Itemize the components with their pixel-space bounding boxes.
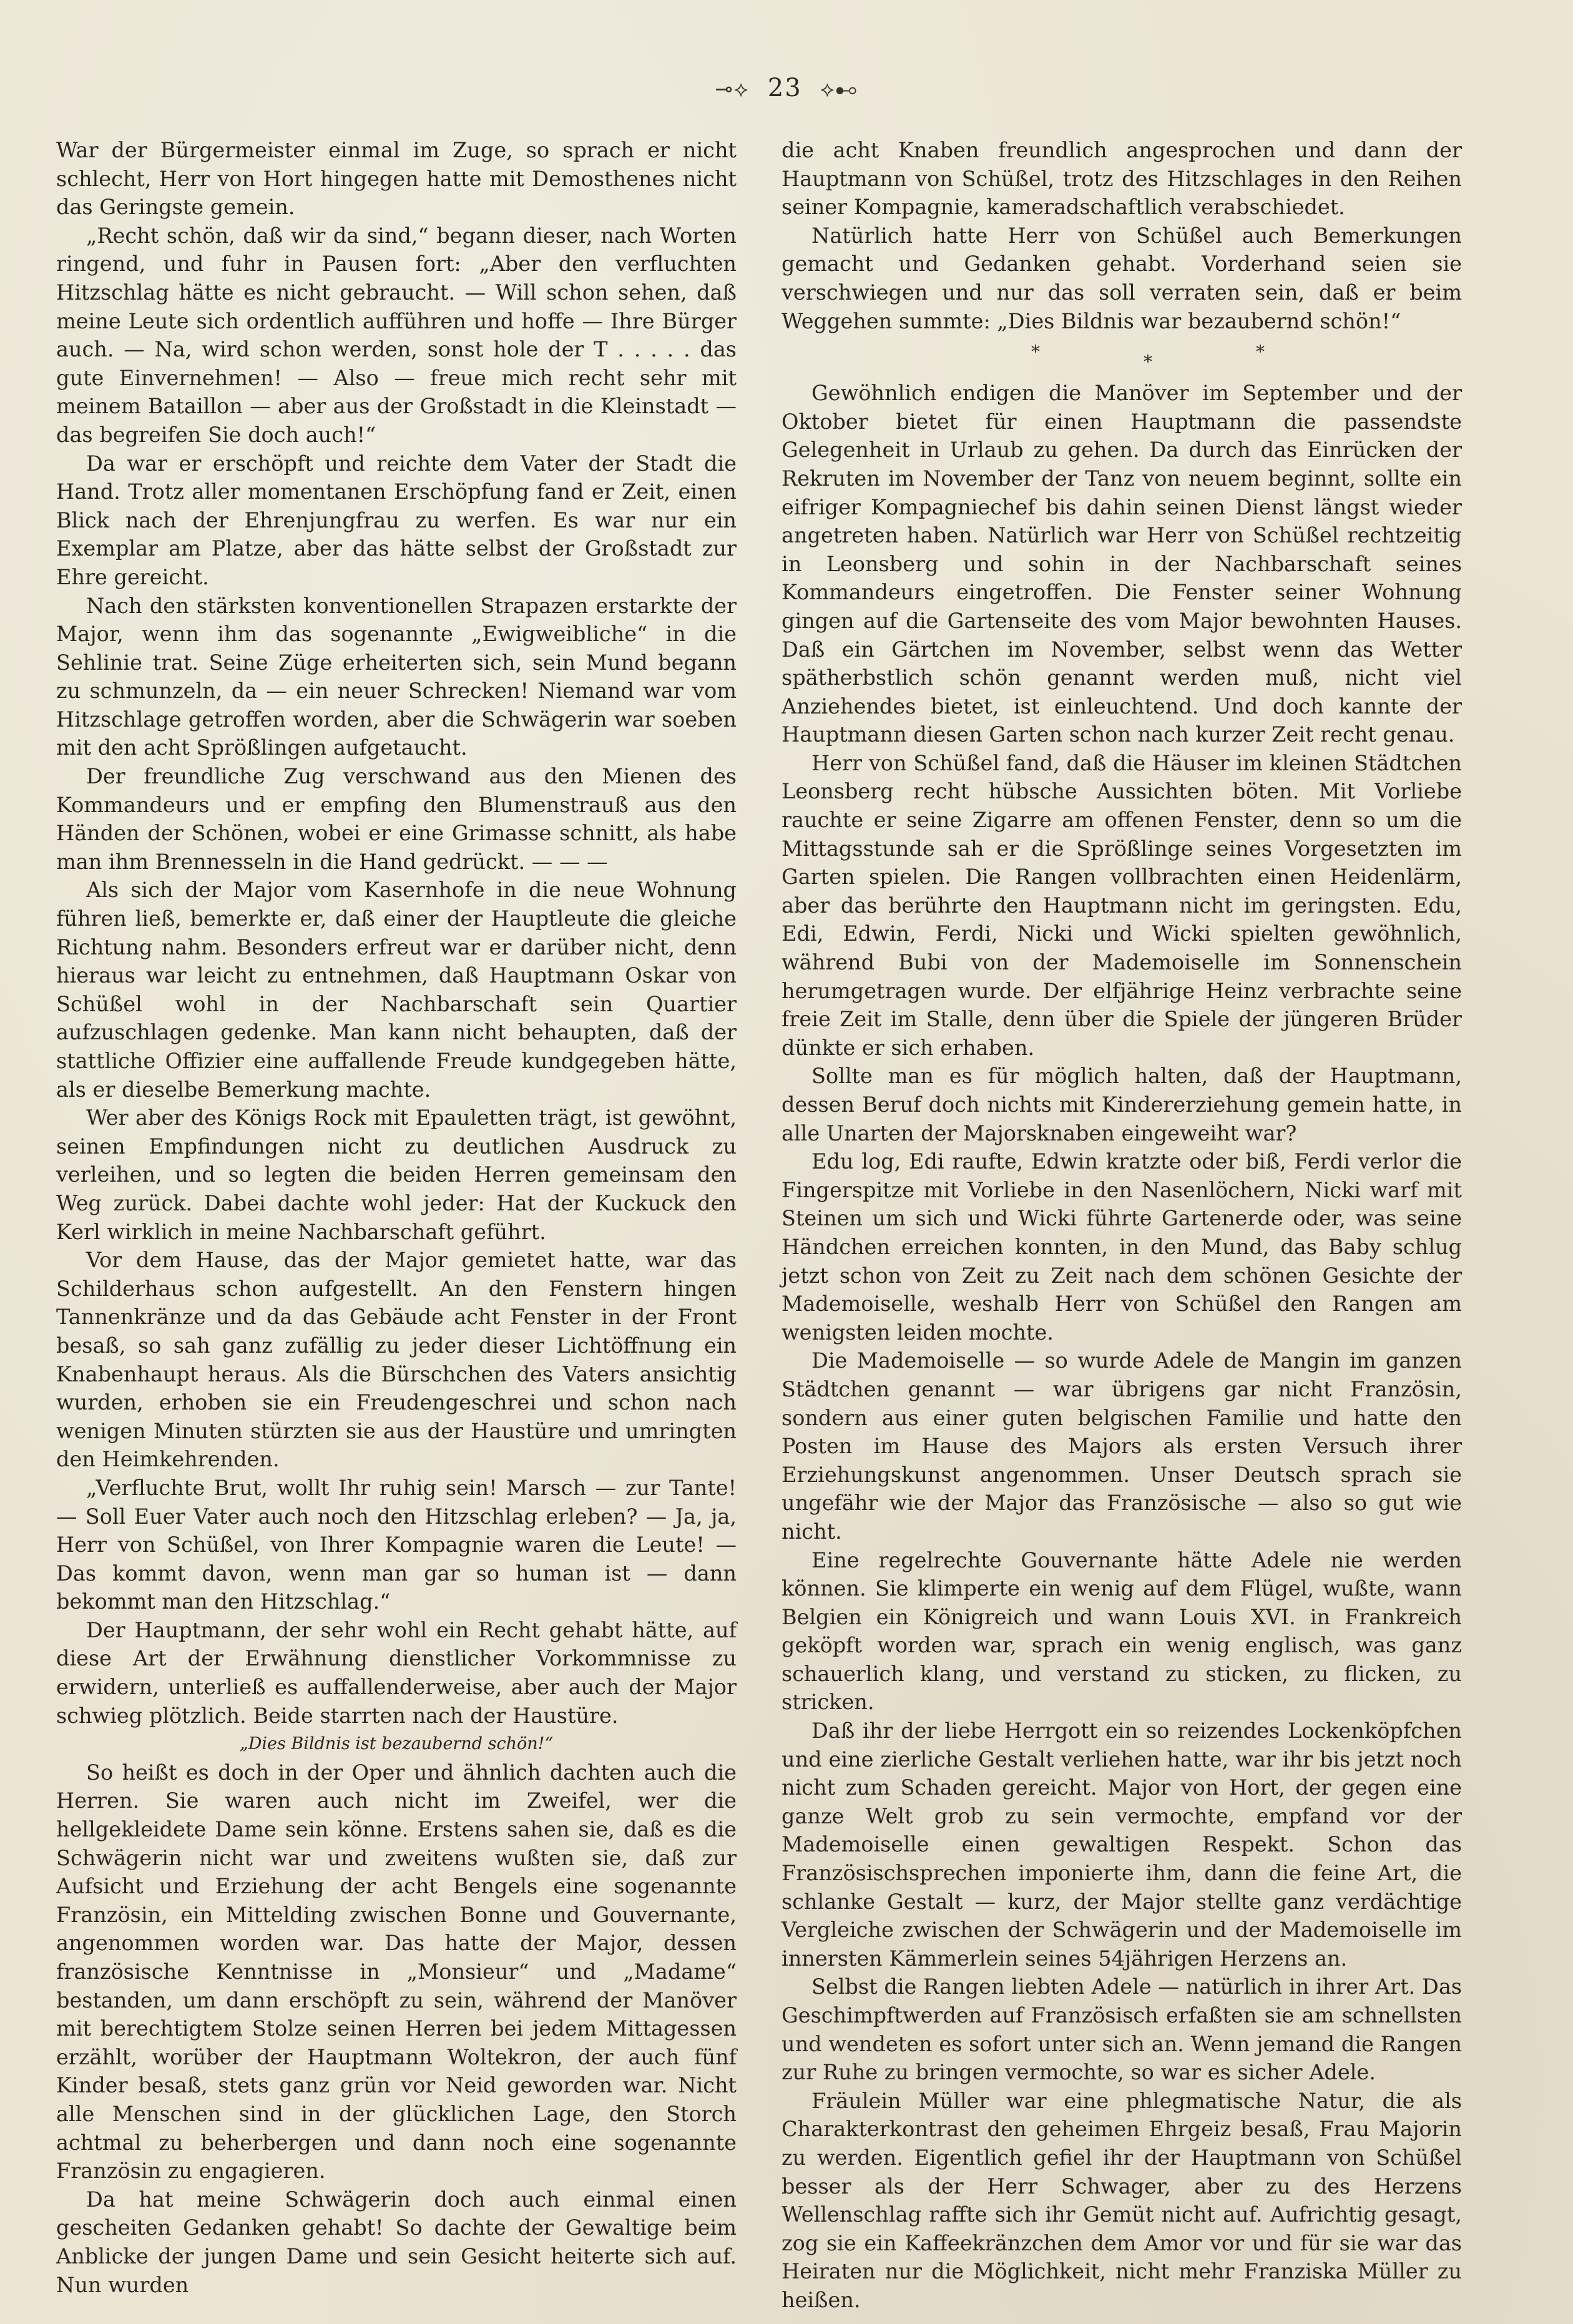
paragraph: Herr von Schüßel fand, daß die Häuser im kleinen Städtchen Leonsberg recht hübsche Aussichten böten. Mit Vorliebe rauchte er seine Zigarre am offenen Fenster, denn so um die Mittagsstunde sah er die Sprößlinge seines Vorgesetzten im Garten spielen. Die Rangen vollbrachten einen Heidenlärm, aber das berührte den Hauptmann nicht im geringsten. Edu, Edi, Edwin, Ferdi, Nicki und Wicki spielten gewöhnlich, während Bubi von der Mademoiselle im Sonnenschein herumgetragen wurde. Der elfjährige Heinz verbrachte seine freie Zeit im Stalle, denn über die Spiele der jüngeren Brüder dünkte er sich erhaben. [782,750,1462,1060]
paragraph: Selbst die Rangen liebten Adele — natürlich in ihrer Art. Das Geschimpftwerden auf Französisch erfaßten sie am schnellsten und wendeten es sofort unter sich an. Wenn jemand die Rangen zur Ruhe zu bringen vermochte, so war es sicher Adele. [782,1974,1462,2085]
opera-quote: „Dies Bildnis ist bezaubernd schön!“ [239,1734,554,1754]
paragraph: Als sich der Major vom Kasernhofe in die neue Wohnung führen ließ, bemerkte er, daß einer der Hauptleute die gleiche Richtung nahm. Besonders erfreut war er darüber nicht, denn hieraus war leicht zu entnehmen, daß Hauptmann Oskar von Schüßel wohl in der Nachbarschaft sein Quartier aufzuschlagen gedenke. Man kann nicht behaupten, daß der stattliche Offizier eine auffallende Freude kundgegeben hätte, als er dieselbe Bemerkung machte. [56,878,737,1102]
ornament-right: ⟡⊷ [820,77,858,102]
paragraph: „Verfluchte Brut, wollt Ihr ruhig sein! Marsch — zur Tante! — Soll Euer Vater auch noch den Hitzschlag erleben? — Ja, ja, Herr von Schüßel, von Ihrer Kompagnie waren die Leute! — Das kommt davon, wenn man gar so human ist — dann bekommt man den Hitzschlag.“ [56,1475,737,1614]
paragraph: Der freundliche Zug verschwand aus den Mienen des Kommandeurs und er empfing den Blumenstrauß aus den Händen der Schönen, wobei er eine Grimasse schnitt, als habe man ihm Brennesseln in die Hand gedrückt. — — — [56,764,737,874]
paragraph: Edu log, Edi raufte, Edwin kratzte oder biß, Ferdi verlor die Fingerspitze mit Vorliebe in den Nasenlöchern, Nicki warf mit Steinen um sich und Wicki führte Gartenerde oder, was seine Händchen erreichen konnten, in den Mund, das Baby schlug jetzt schon von Zeit zu Zeit nach dem schönen Gesichte der Mademoiselle, weshalb Herr von Schüßel den Rangen am wenigsten leiden mochte. [782,1149,1462,1345]
paragraph: Nach den stärksten konventionellen Strapazen erstarkte der Major, wenn ihm das sogenannte „Ewigweibliche“ in die Sehlinie trat. Seine Züge erheiterten sich, sein Mund begann zu schmunzeln, da — ein neuer Schrecken! Niemand war vom Hitzschlage getroffen worden, aber die Schwägerin war soeben mit den acht Sprößlingen aufgetaucht. [56,593,737,760]
paragraph: War der Bürgermeister einmal im Zuge, so sprach er nicht schlecht, Herr von Hort hingegen hatte mit Demosthenes nicht das Geringste gemein. [56,138,737,220]
paragraph: Gewöhnlich endigen die Manöver im September und der Oktober bietet für einen Hauptmann die passendste Gelegenheit in Urlaub zu gehen. Da durch das Einrücken der Rekruten im November der Tanz von neuem beginnt, sollte ein eifriger Kompagniechef bis dahin seinen Dienst längst wieder angetreten haben. Natürlich war Herr von Schüßel rechtzeitig in Leonsberg und sohin in der Nachbarschaft seines Kommandeurs eingetroffen. Die Fenster seiner Wohnung gingen auf die Gartenseite des vom Major bewohnten Hauses. Daß ein Gärtchen im November, selbst wenn das Wetter spätherbstlich schön genannt werden muß, nicht viel Anziehendes bietet, ist einleuchtend. Und doch kannte der Hauptmann diesen Garten schon nach kurzer Zeit recht genau. [782,381,1462,747]
section-separator [782,335,1462,379]
paragraph: Da hat meine Schwägerin doch auch einmal einen gescheiten Gedanken gehabt! So dachte der Gewaltige beim Anblicke der jungen Dame und sein Gesicht heiterte sich auf. Nun wurden [56,2187,737,2297]
asterisk: * [1031,341,1040,363]
paragraph: Sollte man es für möglich halten, daß der Hauptmann, dessen Beruf doch nichts mit Kindererziehung gemein hatte, in alle Unarten der Majorsknaben eingeweiht war? [782,1064,1462,1145]
paragraph: Wer aber des Königs Rock mit Epauletten trägt, ist gewöhnt, seinen Empfindungen nicht zu deutlichen Ausdruck zu verleihen, und so legten die beiden Herren gemeinsam den Weg zurück. Dabei dachte wohl jeder: Hat der Kuckuck den Kerl wirklich in meine Nachbarschaft geführt. [56,1106,737,1244]
paragraph: Der Hauptmann, der sehr wohl ein Recht gehabt hätte, auf diese Art der Erwähnung dienstlicher Vorkommnisse zu erwidern, unterließ es auffallenderweise, aber auch der Major schwieg plötzlich. Beide starrten nach der Haustüre. [56,1617,737,1728]
paragraph: Die Mademoiselle — so wurde Adele de Mangin im ganzen Städtchen genannt — war übrigens gar nicht Französin, sondern aus einer guten belgischen Familie und hatte den Posten im Hause des Majors als ersten Versuch ihrer Erziehungskunst angenommen. Unser Deutsch sprach sie ungefähr wie der Major das Französische — also so gut wie nicht. [782,1348,1462,1544]
paragraph: Vor dem Hause, das der Major gemietet hatte, war das Schilderhaus schon aufgestellt. An den Fenstern hingen Tannenkränze und da das Gebäude acht Fenster in der Front besaß, so sah ganz zufällig zu jeder dieser Lichtöffnung ein Knabenhaupt heraus. Als die Bürschchen des Vaters ansichtig wurden, erhoben sie ein Freudengeschrei und schon nach wenigen Minuten stürzten sie aus der Haustüre und umringten den Heimkehrenden. [56,1248,737,1472]
paragraph: So heißt es doch in der Oper und ähnlich dachten auch die Herren. Sie waren auch nicht im Zweifel, wer die hellgekleidete Dame sein könne. Erstens sahen sie, daß es die Schwägerin nicht war und zweitens wußten sie, daß zur Aufsicht und Erziehung der acht Bengels eine sogenannte Französin, ein Mittelding zwischen Bonne und Gouvernante, angenommen worden war. Das hatte der Major, dessen französische Kenntnisse in „Monsieur“ und „Madame“ bestanden, um dann erschöpft zu sein, während der Manöver mit berechtigtem Stolze seinen Herren bei jedem Mittagessen erzählt, worüber der Hauptmann Woltekron, der auch fünf Kinder besaß, stets ganz grün vor Neid geworden war. Nicht alle Menschen sind in der glücklichen Lage, den Storch achtmal zu beherbergen und dann noch eine sogenannte Französin zu engagieren. [56,1760,737,2184]
asterisk: * [1144,351,1152,373]
page-header [0,74,1573,102]
ornament-left: ⊸⟡ [715,77,750,102]
left-column [56,136,737,2299]
paragraph: „Recht schön, daß wir da sind,“ begann dieser, nach Worten ringend, und fuhr in Pausen fort: „Aber den verfluchten Hitzschlag hätte es nicht gebraucht. — Will schon sehen, daß meine Leute sich ordentlich aufführen und hoffe — Ihre Bürger auch. — Na, wird schon werden, sonst hole der T . . . . . das gute Einvernehmen! — Also — freue mich recht sehr mit meinem Bataillon — aber aus der Großstadt in die Kleinstadt — das begreifen Sie doch auch!“ [56,223,737,447]
paragraph: Natürlich hatte Herr von Schüßel auch Bemerkungen gemacht und Gedanken gehabt. Vorderhand seien sie verschwiegen und nur das soll verraten sein, daß er beim Weggehen summte: „Dies Bildnis war bezaubernd schön!“ [782,223,1462,333]
paragraph: Daß ihr der liebe Herrgott ein so reizendes Lockenköpfchen und eine zierliche Gestalt verliehen hatte, war ihr bis jetzt noch nicht zum Schaden gereicht. Major von Hort, der gegen eine ganze Welt grob zu sein vermochte, empfand vor der Mademoiselle einen gewaltigen Respekt. Schon das Französischsprechen imponierte ihm, dann die feine Art, die schlanke Gestalt — kurz, der Major stellte ganz verdächtige Vergleiche zwischen der Schwägerin und der Mademoiselle im innersten Kämmerlein seines 54jährigen Herzens an. [782,1718,1462,1971]
paragraph: Fräulein Müller war eine phlegmatische Natur, die als Charakterkontrast den geheimen Ehrgeiz besaß, Frau Majorin zu werden. Eigentlich gefiel ihr der Hauptmann von Schüßel besser als der Herr Schwager, aber zu des Herzens Wellenschlag raffte sich ihr Gemüt nicht auf. Aufrichtig gesagt, zog sie ein Kaffeekränzchen dem Amor vor und für sie war das Heiraten nur die Möglichkeit, nicht mehr Franziska Müller zu heißen. [782,2088,1462,2312]
right-column [782,136,1462,2315]
asterisk: * [1256,341,1265,363]
page-number: 23 [767,74,802,102]
paragraph: die acht Knaben freundlich angesprochen und dann der Hauptmann von Schüßel, trotz des Hitzschlages in den Reihen seiner Kompagnie, kameradschaftlich verabschiedet. [782,138,1462,220]
paragraph: Eine regelrechte Gouvernante hätte Adele nie werden können. Sie klimperte ein wenig auf dem Flügel, wußte, wann Belgien ein Königreich und wann Louis XVI. in Frankreich geköpft worden war, sprach ein wenig englisch, was ganz schauerlich klang, und verstand zu sticken, zu flicken, zu stricken. [782,1547,1462,1715]
paragraph: Da war er erschöpft und reichte dem Vater der Stadt die Hand. Trotz aller momentanen Erschöpfung fand er Zeit, einen Blick nach der Ehrenjungfrau zu werfen. Es war nur ein Exemplar am Platze, aber das hätte selbst der Großstadt zur Ehre gereicht. [56,451,737,589]
